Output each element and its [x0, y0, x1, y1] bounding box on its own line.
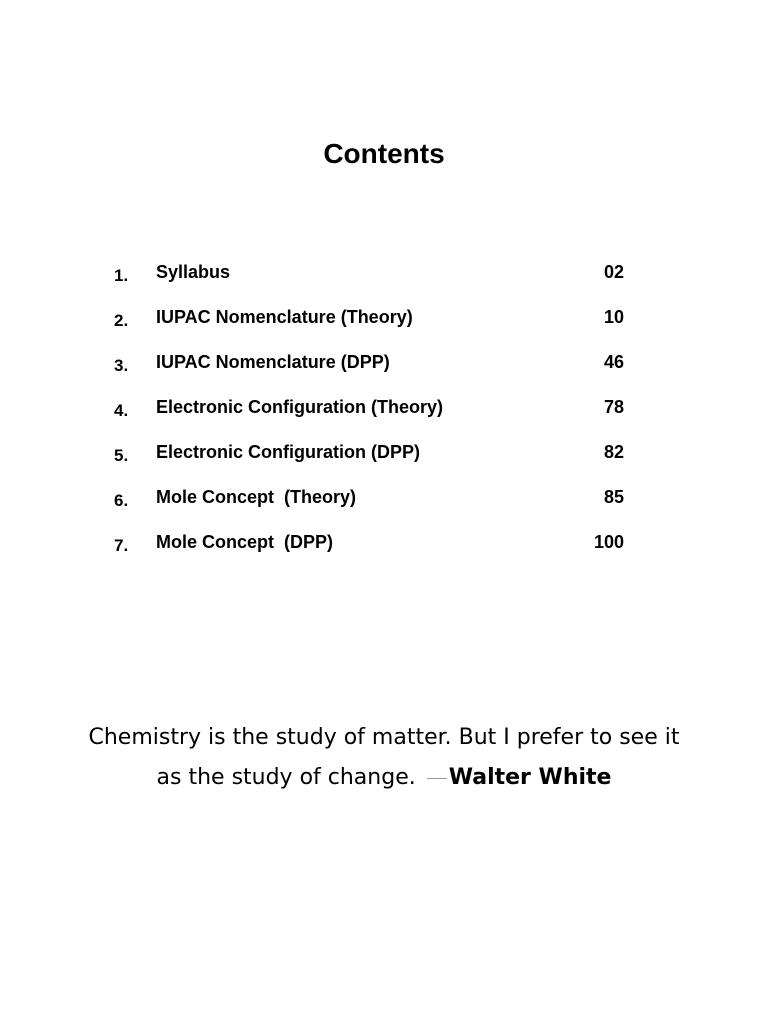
toc-entry-page: 46	[603, 352, 624, 372]
toc-entry-title: Syllabus	[156, 262, 231, 282]
toc-entry-title: IUPAC Nomenclature (Theory)	[156, 307, 413, 327]
toc-entry[interactable]	[0, 259, 768, 304]
toc-entry-title: Electronic Configuration (DPP)	[156, 442, 421, 462]
table-of-contents	[0, 259, 768, 574]
quote	[84, 718, 684, 798]
toc-entry-title: Electronic Configuration (Theory)	[156, 397, 444, 417]
toc-entry-number: 3.	[114, 356, 129, 375]
page-title: Contents	[323, 138, 445, 169]
toc-entry-number: 6.	[114, 491, 129, 510]
toc-entry-page: 82	[603, 442, 624, 462]
toc-entry-number: 5.	[114, 446, 129, 465]
toc-entry-page: 10	[603, 307, 624, 327]
toc-entry[interactable]	[0, 484, 768, 529]
quote-text: Chemistry is the study of matter. But I prefer to see it as the study of change.	[88, 725, 680, 790]
toc-entry[interactable]	[0, 529, 768, 574]
toc-entry[interactable]	[0, 439, 768, 484]
toc-entry[interactable]	[0, 349, 768, 394]
quote-author: Walter White	[448, 765, 612, 790]
toc-entry-page: 100	[593, 532, 624, 552]
toc-entry-title: Mole Concept (DPP)	[156, 532, 334, 552]
quote-dash	[427, 778, 447, 779]
toc-entry-number: 7.	[114, 536, 129, 555]
toc-entry-page: 85	[603, 487, 624, 507]
toc-entry-title: IUPAC Nomenclature (DPP)	[156, 352, 390, 372]
toc-entry-number: 1.	[114, 266, 129, 285]
toc-entry-number: 2.	[114, 311, 129, 330]
toc-entry[interactable]	[0, 304, 768, 349]
toc-entry-title: Mole Concept (Theory)	[156, 487, 357, 507]
toc-entry-page: 02	[603, 262, 624, 282]
toc-entry-page: 78	[603, 397, 624, 417]
toc-entry-number: 4.	[114, 401, 129, 420]
toc-entry[interactable]	[0, 394, 768, 439]
